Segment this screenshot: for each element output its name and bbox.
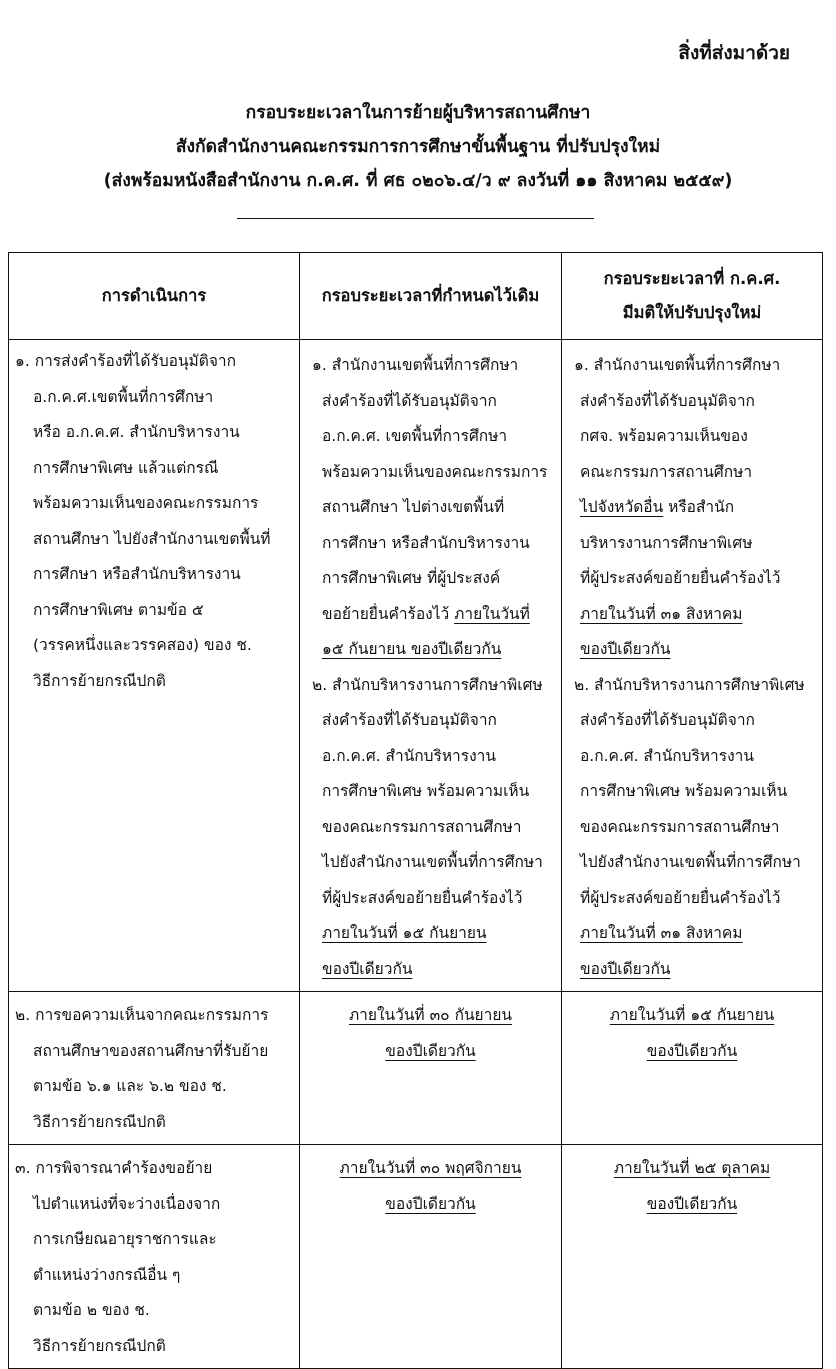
text-line: พร้อมความเห็นของคณะกรรมการ	[33, 494, 259, 512]
text-line: หรือ อ.ก.ค.ศ. สำนักบริหารงาน	[33, 423, 240, 441]
row2-old-timeline	[300, 992, 562, 1145]
row2-new-timeline	[562, 992, 823, 1145]
deadline-text: ของปีเดียวกัน	[385, 1041, 476, 1060]
text-line: การศึกษาพิเศษ ที่ผู้ประสงค์	[322, 569, 501, 587]
text-line: ไปยังสำนักงานเขตพื้นที่การศึกษา	[322, 853, 543, 871]
deadline-text: ของปีเดียวกัน	[580, 959, 671, 978]
header-new-timeline	[562, 253, 823, 340]
text-line: (วรรคหนึ่งและวรรคสอง) ของ ช.	[33, 636, 252, 654]
deadline-text: ของปีเดียวกัน	[580, 640, 671, 658]
text-line: ๒. สำนักบริหารงานการศึกษาพิเศษ	[574, 675, 805, 694]
text-line: การศึกษาพิเศษ แล้วแต่กรณี	[33, 458, 219, 477]
table-row	[9, 992, 823, 1145]
row3-old-timeline	[300, 1145, 562, 1369]
timeline-table	[8, 252, 823, 1369]
text-line: ส่งคำร้องที่ได้รับอนุมัติจาก	[322, 711, 497, 729]
text-line: วิธีการย้ายกรณีปกติ	[33, 1336, 166, 1355]
text-line: วิธีการย้ายกรณีปกติ	[33, 1112, 166, 1131]
title-line-2: สังกัดสำนักงานคณะกรรมการการศึกษาขั้นพื้นฐาน ที่ปรับปรุงใหม่	[175, 137, 661, 157]
header-action: การดำเนินการ	[9, 253, 300, 340]
deadline-text: ภายในวันที่ ๑๕ กันยายน	[609, 1006, 775, 1024]
text-line: ตามข้อ ๖.๑ และ ๖.๒ ของ ช.	[33, 1077, 227, 1095]
header-old-timeline: กรอบระยะเวลาที่กำหนดไว้เดิม	[300, 253, 562, 340]
text-line: กศจ. พร้อมความเห็นของ	[580, 427, 748, 445]
header-new-line-2: มีมติให้ปรับปรุงใหม่	[622, 303, 762, 322]
text-line: วิธีการย้ายกรณีปกติ	[33, 671, 166, 690]
text-line: การศึกษาพิเศษ พร้อมความเห็น	[580, 782, 788, 800]
deadline-text: ไปจังหวัดอื่น	[580, 498, 664, 516]
table-row	[9, 1145, 823, 1369]
row1-new-timeline	[562, 340, 823, 992]
row2-action	[9, 992, 300, 1145]
attachment-label: สิ่งที่ส่งมาด้วย	[678, 42, 790, 64]
row1-old-timeline	[300, 340, 562, 992]
table-header-row	[9, 253, 823, 340]
text-line: ส่งคำร้องที่ได้รับอนุมัติจาก	[580, 391, 755, 410]
text-line: ส่งคำร้องที่ได้รับอนุมัติจาก	[322, 391, 497, 410]
text-line	[580, 490, 816, 526]
text-line: ๒. การขอความเห็นจากคณะกรรมการ	[15, 1006, 269, 1024]
row3-action	[9, 1145, 300, 1369]
text-segment: หรือสำนัก	[663, 498, 735, 516]
text-line: อ.ก.ค.ศ. เขตพื้นที่การศึกษา	[322, 427, 508, 445]
text-line: การศึกษา หรือสำนักบริหารงาน	[33, 565, 241, 583]
title-line-1: กรอบระยะเวลาในการย้ายผู้บริหารสถานศึกษา	[245, 103, 591, 123]
text-line: ตำแหน่งว่างกรณีอื่น ๆ	[33, 1265, 181, 1284]
text-line: อ.ก.ค.ศ.เขตพื้นที่การศึกษา	[33, 387, 214, 406]
deadline-text: ภายในวันที่ ๑๕ กันยายน	[322, 924, 487, 942]
text-line: การศึกษาพิเศษ ตามข้อ ๕	[33, 600, 204, 619]
text-line: การศึกษาพิเศษ พร้อมความเห็น	[322, 782, 530, 800]
text-line: ของคณะกรรมการสถานศึกษา	[580, 817, 780, 836]
deadline-text: ภายในวันที่ ๓๑ สิงหาคม	[580, 604, 743, 623]
text-line: ที่ผู้ประสงค์ขอย้ายยื่นคำร้องไว้	[322, 888, 523, 907]
text-line: ที่ผู้ประสงค์ขอย้ายยื่นคำร้องไว้	[580, 888, 781, 907]
text-line: อ.ก.ค.ศ. สำนักบริหารงาน	[580, 746, 754, 765]
deadline-text: ภายในวันที่ ๓๐ พฤศจิกายน	[339, 1159, 522, 1177]
text-line: ส่งคำร้องที่ได้รับอนุมัติจาก	[580, 711, 755, 729]
text-line: ๓. การพิจารณาคำร้องขอย้าย	[15, 1159, 213, 1177]
text-line: คณะกรรมการสถานศึกษา	[580, 462, 753, 481]
text-line: การเกษียณอายุราชการและ	[33, 1230, 217, 1248]
deadline-text: ภายในวันที่ ๓๐ กันยายน	[348, 1006, 513, 1024]
deadline-text: ๑๕ กันยายน ของปีเดียวกัน	[322, 640, 502, 658]
text-line	[322, 597, 555, 633]
text-line: สถานศึกษา ไปต่างเขตพื้นที่	[322, 498, 505, 516]
text-line: สถานศึกษาของสถานศึกษาที่รับย้าย	[33, 1041, 269, 1060]
header-new-line-1: กรอบระยะเวลาที่ ก.ค.ศ.	[603, 269, 781, 288]
text-line: ๑. สำนักงานเขตพื้นที่การศึกษา	[574, 356, 781, 374]
text-line: สถานศึกษา ไปยังสำนักงานเขตพื้นที่	[33, 529, 271, 548]
deadline-text: ภายในวันที่ ๒๕ ตุลาคม	[613, 1159, 771, 1177]
text-line: การศึกษา หรือสำนักบริหารงาน	[322, 533, 530, 552]
text-line: ตามข้อ ๒ ของ ช.	[33, 1301, 150, 1319]
document-title	[0, 96, 836, 198]
text-line: ไปยังสำนักงานเขตพื้นที่การศึกษา	[580, 853, 801, 871]
deadline-text: ของปีเดียวกัน	[646, 1041, 738, 1060]
title-divider	[237, 218, 594, 219]
deadline-text: ของปีเดียวกัน	[322, 959, 413, 978]
deadline-text: ภายในวันที่ ๓๑ สิงหาคม	[580, 924, 743, 942]
row1-action	[9, 340, 300, 992]
text-line: ที่ผู้ประสงค์ขอย้ายยื่นคำร้องไว้	[580, 569, 781, 587]
table-row	[9, 340, 823, 992]
deadline-text: ของปีเดียวกัน	[646, 1194, 738, 1213]
text-line: ๑. สำนักงานเขตพื้นที่การศึกษา	[312, 356, 519, 374]
text-line: ไปตำแหน่งที่จะว่างเนื่องจาก	[33, 1194, 221, 1213]
row3-new-timeline	[562, 1145, 823, 1369]
text-line: อ.ก.ค.ศ. สำนักบริหารงาน	[322, 746, 496, 765]
text-line: พร้อมความเห็นของคณะกรรมการ	[322, 462, 548, 481]
text-line: บริหารงานการศึกษาพิเศษ	[580, 533, 753, 552]
text-line: ๑. การส่งคำร้องที่ได้รับอนุมัติจาก	[15, 352, 237, 370]
text-line: ของคณะกรรมการสถานศึกษา	[322, 817, 522, 836]
deadline-text: ของปีเดียวกัน	[385, 1194, 476, 1213]
text-line: ๒. สำนักบริหารงานการศึกษาพิเศษ	[312, 675, 543, 694]
deadline-text: ภายในวันที่	[454, 604, 530, 623]
title-line-3: (ส่งพร้อมหนังสือสำนักงาน ก.ค.ศ. ที่ ศธ ๐๒๐๖.๔/ว ๙ ลงวันที่ ๑๑ สิงหาคม ๒๕๕๙)	[103, 171, 733, 191]
text-segment: ขอย้ายยื่นคำร้องไว้	[322, 604, 455, 623]
